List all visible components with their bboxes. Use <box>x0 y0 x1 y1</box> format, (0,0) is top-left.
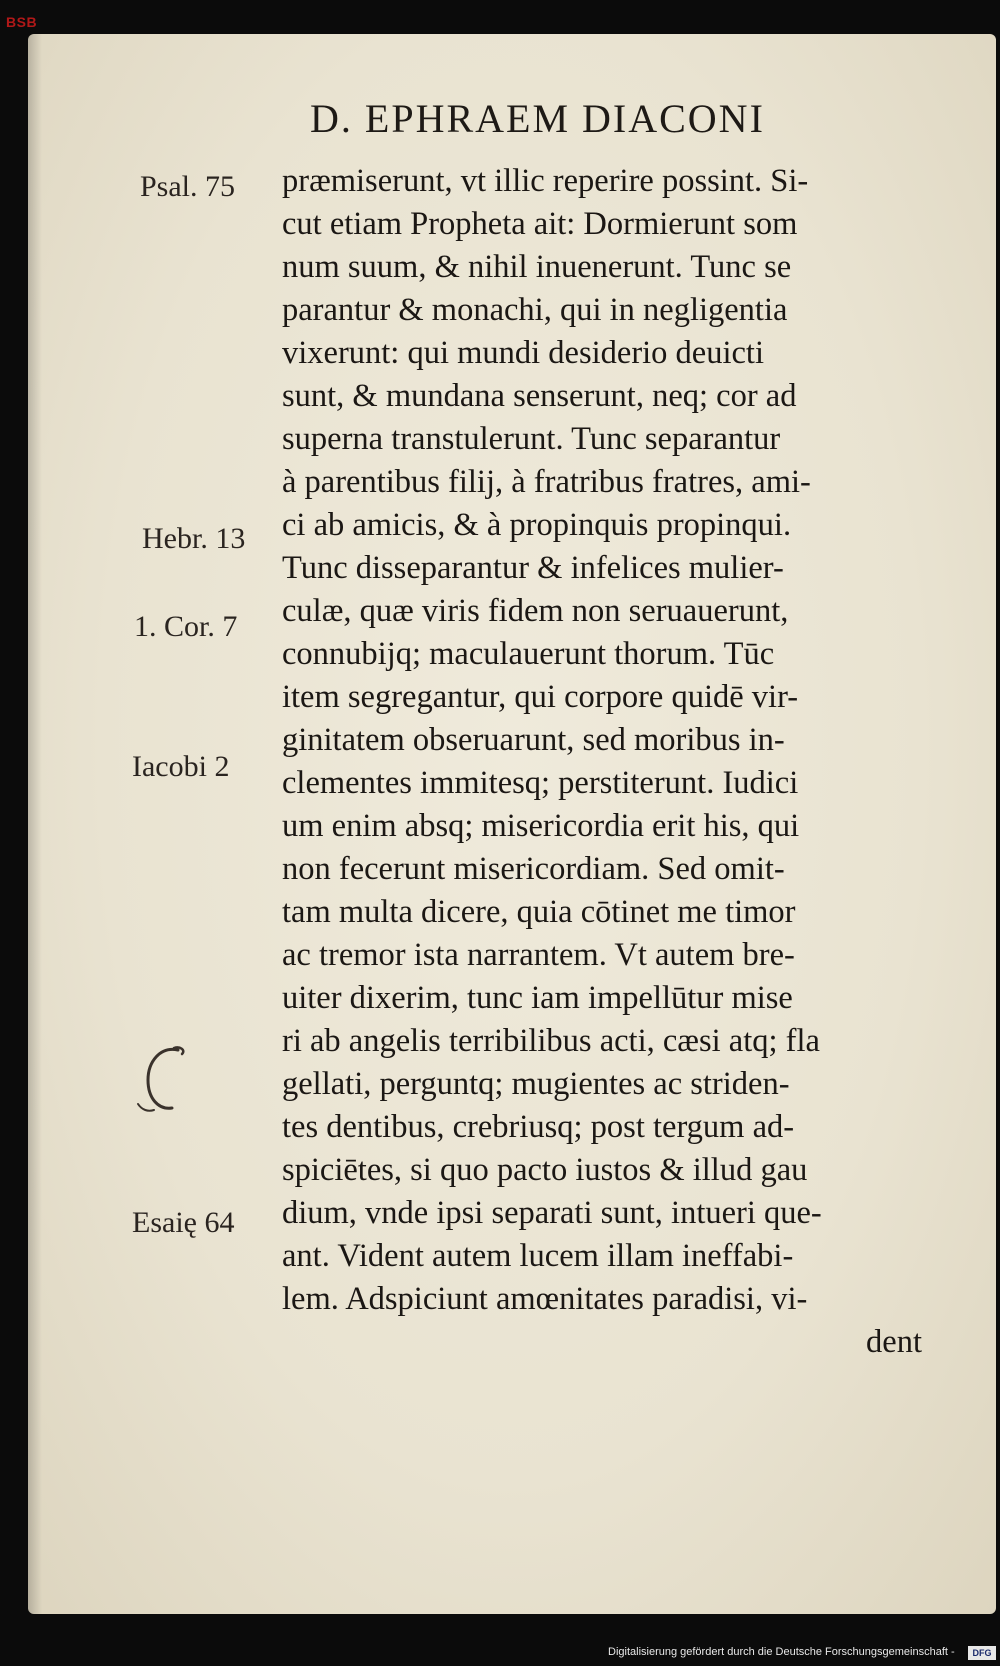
text-line: um enim absq; misericordia erit his, qui <box>282 808 800 844</box>
text-line: superna transtulerunt. Tunc separantur <box>282 421 781 457</box>
text-line: lem. Adspiciunt amœnitates paradisi, vi- <box>282 1281 808 1317</box>
margin-note-james: Iacobi 2 <box>132 750 230 783</box>
text-line: uiter dixerim, tunc iam impellūtur mise <box>282 980 793 1016</box>
text-line: culæ, quæ viris fidem non seruauerunt, <box>282 593 789 629</box>
text-line: præmiserunt, vt illic reperire possint. Si- <box>282 163 809 199</box>
text-line: sunt, & mundana senserunt, neq; cor ad <box>282 378 797 414</box>
text-line: tam multa dicere, quia cōtinet me timor <box>282 894 796 930</box>
text-line: dium, vnde ipsi separati sunt, intueri que- <box>282 1195 822 1231</box>
text-line: spiciētes, si quo pacto iustos & illud gau <box>282 1152 808 1188</box>
text-line: parantur & monachi, qui in negligentia <box>282 292 788 328</box>
text-line: connubijq; maculauerunt thorum. Tūc <box>282 636 775 672</box>
text-line: ant. Vident autem lucem illam ineffabi- <box>282 1238 794 1274</box>
text-line: gellati, perguntq; mugientes ac striden- <box>282 1066 790 1102</box>
text-line: ginitatem obseruarunt, sed moribus in- <box>282 722 785 758</box>
handwritten-c-mark <box>130 1040 200 1120</box>
text-line: non fecerunt misericordiam. Sed omit- <box>282 851 785 887</box>
text-line: ac tremor ista narrantem. Vt autem bre- <box>282 937 795 973</box>
text-line: clementes immitesq; perstiterunt. Iudici <box>282 765 799 801</box>
margin-note-corinthians: 1. Cor. 7 <box>134 610 238 643</box>
text-line: item segregantur, qui corpore quidē vir- <box>282 679 799 715</box>
text-line: cut etiam Propheta ait: Dormierunt som <box>282 206 798 242</box>
running-title: D. EPHRAEM DIACONI <box>310 96 765 141</box>
catchword: dent <box>866 1324 922 1360</box>
text-line: vixerunt: qui mundi desiderio deuicti <box>282 335 764 371</box>
page-gutter-shadow <box>28 34 42 1614</box>
bsb-library-mark: BSB <box>6 14 38 30</box>
text-line: num suum, & nihil inuenerunt. Tunc se <box>282 249 792 285</box>
text-line: Tunc disseparantur & infelices mulier- <box>282 550 784 586</box>
margin-note-hebrews: Hebr. 13 <box>142 522 246 555</box>
text-line: à parentibus filij, à fratribus fratres, ami- <box>282 464 811 500</box>
text-line: ci ab amicis, & à propinquis propinqui. <box>282 507 792 543</box>
digitization-credit: Digitalisierung gefördert durch die Deutsche Forschungsgemeinschaft - <box>608 1646 955 1658</box>
text-line: tes dentibus, crebriusq; post tergum ad- <box>282 1109 795 1145</box>
text-line: ri ab angelis terribilibus acti, cæsi atq; fla <box>282 1023 820 1059</box>
margin-note-psalm: Psal. 75 <box>140 170 236 203</box>
margin-note-isaiah: Esaię 64 <box>132 1206 235 1239</box>
dfg-logo: DFG <box>968 1646 996 1660</box>
body-text <box>282 160 932 1364</box>
